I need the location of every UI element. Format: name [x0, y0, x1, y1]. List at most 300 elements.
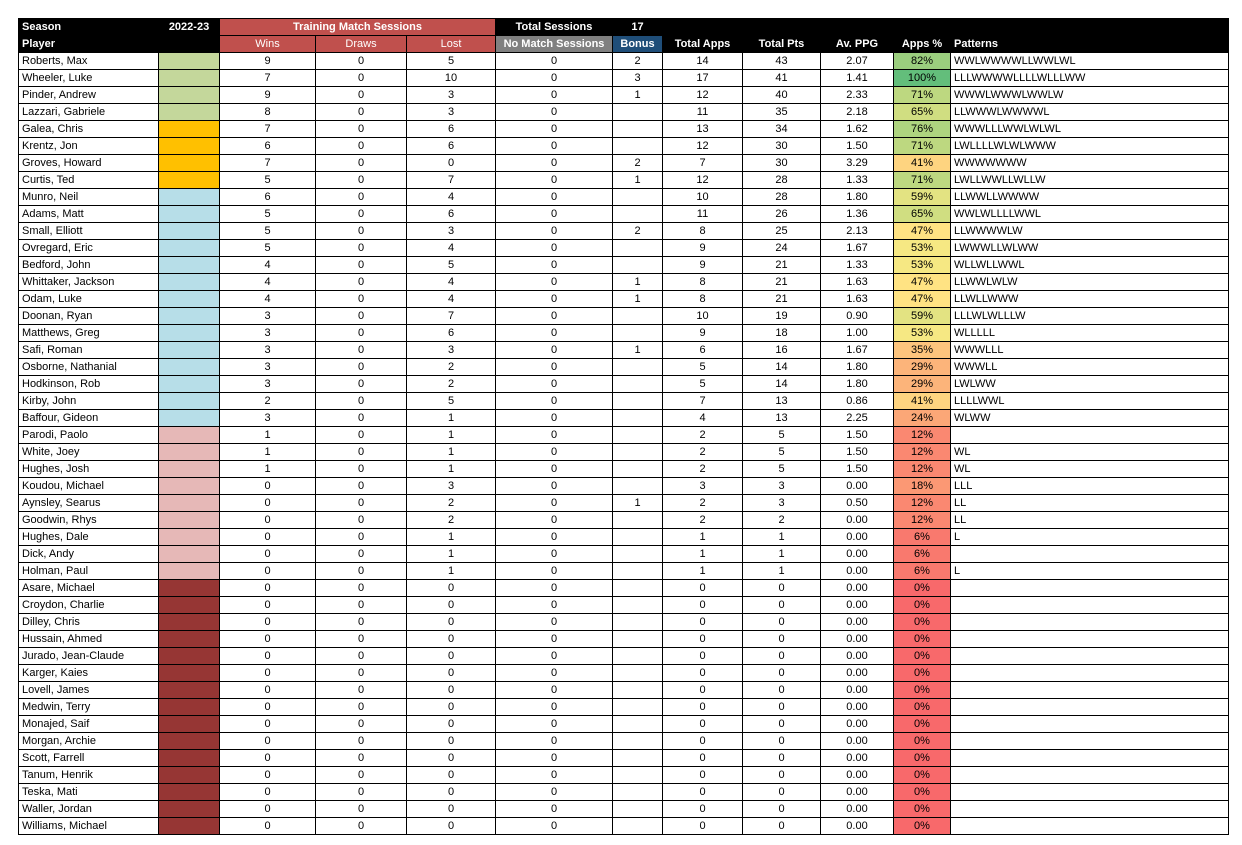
total-apps-cell: 12: [663, 172, 743, 189]
apps-pct-cell: 0%: [894, 750, 951, 767]
apps-pct-cell: 53%: [894, 257, 951, 274]
av-ppg-cell: 0.00: [821, 512, 894, 529]
bonus-cell: [613, 189, 663, 206]
av-ppg-cell: 1.33: [821, 257, 894, 274]
wins-cell: 0: [220, 495, 316, 512]
table-row: [19, 512, 1229, 529]
table-row: [19, 189, 1229, 206]
wins-cell: 0: [220, 512, 316, 529]
draws-cell: 0: [316, 750, 407, 767]
total-apps-cell: 11: [663, 206, 743, 223]
no-match-cell: 0: [496, 665, 613, 682]
patterns-cell: [951, 597, 1229, 614]
bonus-cell: [613, 733, 663, 750]
lost-cell: 2: [407, 495, 496, 512]
av-ppg-cell: 1.80: [821, 376, 894, 393]
draws-cell: 0: [316, 155, 407, 172]
player-name: Scott, Farrell: [19, 750, 159, 767]
tier-swatch: [159, 444, 220, 461]
bonus-cell: [613, 767, 663, 784]
total-pts-cell: 28: [743, 172, 821, 189]
av-ppg-cell: 0.00: [821, 818, 894, 835]
no-match-cell: 0: [496, 274, 613, 291]
lost-cell: 4: [407, 189, 496, 206]
table-row: [19, 563, 1229, 580]
draws-cell: 0: [316, 223, 407, 240]
total-pts-cell: 0: [743, 597, 821, 614]
lost-cell: 0: [407, 801, 496, 818]
wins-cell: 3: [220, 410, 316, 427]
no-match-cell: 0: [496, 291, 613, 308]
table-row: [19, 427, 1229, 444]
bonus-cell: [613, 444, 663, 461]
table-row: [19, 818, 1229, 835]
draws-column-header: Draws: [316, 36, 407, 53]
lost-cell: 0: [407, 631, 496, 648]
player-name: Karger, Kaies: [19, 665, 159, 682]
total-pts-cell: 18: [743, 325, 821, 342]
total-apps-cell: 1: [663, 546, 743, 563]
total-pts-cell: 0: [743, 750, 821, 767]
draws-cell: 0: [316, 580, 407, 597]
wins-cell: 7: [220, 121, 316, 138]
lost-cell: 4: [407, 240, 496, 257]
bonus-cell: [613, 580, 663, 597]
draws-cell: 0: [316, 410, 407, 427]
wins-cell: 3: [220, 359, 316, 376]
draws-cell: 0: [316, 631, 407, 648]
bonus-cell: [613, 529, 663, 546]
table-row: [19, 342, 1229, 359]
player-name: Tanum, Henrik: [19, 767, 159, 784]
header-blank: [951, 19, 1229, 36]
table-row: [19, 138, 1229, 155]
training-sessions-header: Training Match Sessions: [220, 19, 496, 36]
total-pts-cell: 2: [743, 512, 821, 529]
apps-pct-cell: 12%: [894, 444, 951, 461]
draws-cell: 0: [316, 70, 407, 87]
patterns-cell: WWWLWWWLWWLW: [951, 87, 1229, 104]
apps-pct-cell: 0%: [894, 648, 951, 665]
patterns-cell: [951, 427, 1229, 444]
apps-pct-cell: 24%: [894, 410, 951, 427]
total-apps-cell: 9: [663, 257, 743, 274]
tier-swatch: [159, 427, 220, 444]
no-match-column-header: No Match Sessions: [496, 36, 613, 53]
tier-swatch: [159, 223, 220, 240]
patterns-column-header: Patterns: [951, 36, 1229, 53]
draws-cell: 0: [316, 665, 407, 682]
av-ppg-cell: 0.00: [821, 478, 894, 495]
draws-cell: 0: [316, 818, 407, 835]
no-match-cell: 0: [496, 750, 613, 767]
bonus-cell: 2: [613, 223, 663, 240]
no-match-cell: 0: [496, 648, 613, 665]
total-apps-cell: 8: [663, 274, 743, 291]
table-row: [19, 750, 1229, 767]
table-row: [19, 699, 1229, 716]
total-pts-cell: 26: [743, 206, 821, 223]
total-apps-cell: 0: [663, 784, 743, 801]
total-apps-cell: 1: [663, 529, 743, 546]
av-ppg-cell: 0.00: [821, 614, 894, 631]
no-match-cell: 0: [496, 512, 613, 529]
apps-pct-cell: 29%: [894, 359, 951, 376]
player-name: Whittaker, Jackson: [19, 274, 159, 291]
no-match-cell: 0: [496, 716, 613, 733]
player-name: Holman, Paul: [19, 563, 159, 580]
total-pts-cell: 0: [743, 614, 821, 631]
table-row: [19, 716, 1229, 733]
patterns-cell: L: [951, 529, 1229, 546]
patterns-cell: [951, 631, 1229, 648]
apps-pct-cell: 6%: [894, 529, 951, 546]
no-match-cell: 0: [496, 427, 613, 444]
bonus-cell: [613, 138, 663, 155]
av-ppg-cell: 0.00: [821, 665, 894, 682]
player-name: Curtis, Ted: [19, 172, 159, 189]
no-match-cell: 0: [496, 376, 613, 393]
player-name: White, Joey: [19, 444, 159, 461]
no-match-cell: 0: [496, 223, 613, 240]
bonus-cell: [613, 104, 663, 121]
bonus-cell: 2: [613, 53, 663, 70]
no-match-cell: 0: [496, 801, 613, 818]
lost-cell: 0: [407, 580, 496, 597]
tier-swatch: [159, 733, 220, 750]
av-ppg-cell: 0.50: [821, 495, 894, 512]
apps-pct-cell: 0%: [894, 682, 951, 699]
total-apps-cell: 2: [663, 512, 743, 529]
apps-pct-cell: 0%: [894, 699, 951, 716]
total-pts-cell: 13: [743, 393, 821, 410]
lost-cell: 6: [407, 138, 496, 155]
av-ppg-cell: 1.80: [821, 359, 894, 376]
draws-cell: 0: [316, 325, 407, 342]
header-blank: [663, 19, 743, 36]
wins-cell: 0: [220, 699, 316, 716]
patterns-cell: [951, 665, 1229, 682]
draws-cell: 0: [316, 461, 407, 478]
wins-cell: 0: [220, 818, 316, 835]
total-apps-cell: 0: [663, 597, 743, 614]
total-pts-cell: 43: [743, 53, 821, 70]
apps-pct-cell: 65%: [894, 206, 951, 223]
draws-cell: 0: [316, 716, 407, 733]
player-name: Parodi, Paolo: [19, 427, 159, 444]
tier-swatch: [159, 342, 220, 359]
player-name: Lovell, James: [19, 682, 159, 699]
no-match-cell: 0: [496, 342, 613, 359]
total-apps-cell: 10: [663, 308, 743, 325]
apps-pct-cell: 76%: [894, 121, 951, 138]
no-match-cell: 0: [496, 495, 613, 512]
patterns-cell: LWLLWWLLWLLW: [951, 172, 1229, 189]
apps-pct-cell: 71%: [894, 172, 951, 189]
bonus-cell: [613, 784, 663, 801]
total-pts-cell: 1: [743, 546, 821, 563]
patterns-cell: [951, 682, 1229, 699]
total-apps-cell: 0: [663, 665, 743, 682]
tier-swatch: [159, 512, 220, 529]
apps-pct-cell: 18%: [894, 478, 951, 495]
bonus-cell: [613, 682, 663, 699]
bonus-cell: [613, 699, 663, 716]
no-match-cell: 0: [496, 784, 613, 801]
av-ppg-cell: 0.00: [821, 784, 894, 801]
lost-cell: 1: [407, 427, 496, 444]
table-row: [19, 240, 1229, 257]
wins-cell: 0: [220, 597, 316, 614]
table-row: [19, 529, 1229, 546]
total-pts-cell: 0: [743, 665, 821, 682]
total-pts-cell: 0: [743, 818, 821, 835]
av-ppg-cell: 0.86: [821, 393, 894, 410]
tier-swatch: [159, 614, 220, 631]
table-row: [19, 325, 1229, 342]
av-ppg-cell: 0.00: [821, 580, 894, 597]
bonus-cell: 1: [613, 87, 663, 104]
draws-cell: 0: [316, 376, 407, 393]
no-match-cell: 0: [496, 240, 613, 257]
av-ppg-cell: 1.67: [821, 342, 894, 359]
player-name: Matthews, Greg: [19, 325, 159, 342]
draws-cell: 0: [316, 87, 407, 104]
wins-cell: 0: [220, 682, 316, 699]
bonus-cell: [613, 359, 663, 376]
patterns-cell: LLLWLWLLLW: [951, 308, 1229, 325]
patterns-cell: LLLLWWL: [951, 393, 1229, 410]
apps-pct-cell: 53%: [894, 240, 951, 257]
total-apps-cell: 3: [663, 478, 743, 495]
total-pts-cell: 5: [743, 461, 821, 478]
no-match-cell: 0: [496, 733, 613, 750]
no-match-cell: 0: [496, 53, 613, 70]
total-pts-cell: 0: [743, 631, 821, 648]
apps-pct-cell: 0%: [894, 767, 951, 784]
patterns-cell: [951, 699, 1229, 716]
bonus-cell: 1: [613, 274, 663, 291]
av-ppg-cell: 1.36: [821, 206, 894, 223]
table-row: [19, 223, 1229, 240]
av-ppg-cell: 1.50: [821, 461, 894, 478]
total-pts-cell: 0: [743, 767, 821, 784]
player-name: Aynsley, Searus: [19, 495, 159, 512]
draws-cell: 0: [316, 308, 407, 325]
apps-pct-cell: 0%: [894, 665, 951, 682]
lost-cell: 3: [407, 223, 496, 240]
wins-cell: 1: [220, 427, 316, 444]
tier-swatch: [159, 461, 220, 478]
lost-cell: 2: [407, 376, 496, 393]
total-pts-cell: 35: [743, 104, 821, 121]
total-apps-cell: 9: [663, 240, 743, 257]
lost-cell: 0: [407, 648, 496, 665]
patterns-cell: [951, 818, 1229, 835]
table-row: [19, 53, 1229, 70]
av-ppg-cell: 1.50: [821, 427, 894, 444]
apps-pct-cell: 0%: [894, 597, 951, 614]
wins-cell: 0: [220, 529, 316, 546]
total-apps-cell: 2: [663, 427, 743, 444]
season-value: 2022-23: [159, 19, 220, 36]
total-pts-cell: 3: [743, 478, 821, 495]
av-ppg-cell: 3.29: [821, 155, 894, 172]
total-apps-cell: 6: [663, 342, 743, 359]
wins-cell: 5: [220, 240, 316, 257]
patterns-cell: WL: [951, 461, 1229, 478]
wins-cell: 3: [220, 376, 316, 393]
patterns-cell: [951, 767, 1229, 784]
draws-cell: 0: [316, 291, 407, 308]
wins-cell: 4: [220, 274, 316, 291]
total-apps-cell: 14: [663, 53, 743, 70]
total-apps-cell: 5: [663, 359, 743, 376]
tier-swatch: [159, 410, 220, 427]
tier-swatch: [159, 308, 220, 325]
no-match-cell: 0: [496, 257, 613, 274]
table-row: [19, 546, 1229, 563]
patterns-cell: WWWLLL: [951, 342, 1229, 359]
total-pts-cell: 0: [743, 682, 821, 699]
total-pts-cell: 0: [743, 699, 821, 716]
player-name: Hodkinson, Rob: [19, 376, 159, 393]
lost-cell: 1: [407, 563, 496, 580]
total-pts-cell: 3: [743, 495, 821, 512]
lost-cell: 2: [407, 512, 496, 529]
wins-cell: 8: [220, 104, 316, 121]
total-apps-cell: 0: [663, 682, 743, 699]
apps-pct-cell: 100%: [894, 70, 951, 87]
draws-cell: 0: [316, 784, 407, 801]
apps-pct-cell: 82%: [894, 53, 951, 70]
table-row: [19, 410, 1229, 427]
wins-cell: 3: [220, 325, 316, 342]
draws-cell: 0: [316, 189, 407, 206]
av-ppg-cell: 0.00: [821, 546, 894, 563]
wins-cell: 0: [220, 614, 316, 631]
draws-cell: 0: [316, 274, 407, 291]
apps-pct-cell: 41%: [894, 155, 951, 172]
total-sessions-label: Total Sessions: [496, 19, 613, 36]
player-name: Small, Elliott: [19, 223, 159, 240]
draws-cell: 0: [316, 563, 407, 580]
player-name: Lazzari, Gabriele: [19, 104, 159, 121]
no-match-cell: 0: [496, 699, 613, 716]
draws-cell: 0: [316, 444, 407, 461]
patterns-cell: [951, 648, 1229, 665]
total-pts-cell: 5: [743, 444, 821, 461]
av-ppg-column-header: Av. PPG: [821, 36, 894, 53]
lost-cell: 0: [407, 682, 496, 699]
no-match-cell: 0: [496, 546, 613, 563]
tier-swatch: [159, 563, 220, 580]
total-apps-cell: 2: [663, 495, 743, 512]
av-ppg-cell: 1.50: [821, 444, 894, 461]
table-row: [19, 801, 1229, 818]
player-name: Bedford, John: [19, 257, 159, 274]
bonus-cell: [613, 478, 663, 495]
bonus-cell: [613, 393, 663, 410]
table-row: [19, 682, 1229, 699]
total-pts-cell: 0: [743, 801, 821, 818]
wins-cell: 0: [220, 767, 316, 784]
no-match-cell: 0: [496, 631, 613, 648]
tier-swatch: [159, 784, 220, 801]
tier-swatch: [159, 478, 220, 495]
player-name: Hughes, Josh: [19, 461, 159, 478]
draws-cell: 0: [316, 206, 407, 223]
total-pts-cell: 14: [743, 359, 821, 376]
tier-swatch: [159, 529, 220, 546]
draws-cell: 0: [316, 478, 407, 495]
bonus-cell: [613, 461, 663, 478]
draws-cell: 0: [316, 512, 407, 529]
bonus-cell: [613, 631, 663, 648]
no-match-cell: 0: [496, 461, 613, 478]
total-apps-cell: 2: [663, 461, 743, 478]
player-name: Croydon, Charlie: [19, 597, 159, 614]
draws-cell: 0: [316, 699, 407, 716]
player-name: Pinder, Andrew: [19, 87, 159, 104]
total-apps-cell: 7: [663, 393, 743, 410]
no-match-cell: 0: [496, 818, 613, 835]
player-name: Doonan, Ryan: [19, 308, 159, 325]
player-name: Roberts, Max: [19, 53, 159, 70]
bonus-cell: 2: [613, 155, 663, 172]
table-row: [19, 393, 1229, 410]
av-ppg-cell: 1.63: [821, 291, 894, 308]
total-sessions-value: 17: [613, 19, 663, 36]
av-ppg-cell: 1.63: [821, 274, 894, 291]
bonus-cell: [613, 376, 663, 393]
draws-cell: 0: [316, 614, 407, 631]
draws-cell: 0: [316, 240, 407, 257]
bonus-cell: 1: [613, 495, 663, 512]
apps-pct-cell: 0%: [894, 631, 951, 648]
player-name: Goodwin, Rhys: [19, 512, 159, 529]
draws-cell: 0: [316, 597, 407, 614]
total-apps-cell: 11: [663, 104, 743, 121]
draws-cell: 0: [316, 682, 407, 699]
no-match-cell: 0: [496, 529, 613, 546]
apps-pct-cell: 35%: [894, 342, 951, 359]
table-row: [19, 87, 1229, 104]
table-row: [19, 121, 1229, 138]
patterns-cell: WWWLL: [951, 359, 1229, 376]
lost-cell: 1: [407, 461, 496, 478]
lost-cell: 6: [407, 206, 496, 223]
patterns-cell: WLLWLLWWL: [951, 257, 1229, 274]
av-ppg-cell: 0.00: [821, 716, 894, 733]
table-row: [19, 70, 1229, 87]
bonus-cell: [613, 597, 663, 614]
apps-pct-cell: 12%: [894, 461, 951, 478]
patterns-cell: LLL: [951, 478, 1229, 495]
table-row: [19, 597, 1229, 614]
bonus-cell: [613, 325, 663, 342]
total-pts-cell: 0: [743, 716, 821, 733]
lost-cell: 3: [407, 87, 496, 104]
wins-cell: 1: [220, 461, 316, 478]
draws-cell: 0: [316, 529, 407, 546]
tier-swatch: [159, 818, 220, 835]
wins-cell: 1: [220, 444, 316, 461]
lost-cell: 3: [407, 104, 496, 121]
patterns-cell: LL: [951, 512, 1229, 529]
wins-cell: 5: [220, 172, 316, 189]
bonus-cell: [613, 257, 663, 274]
